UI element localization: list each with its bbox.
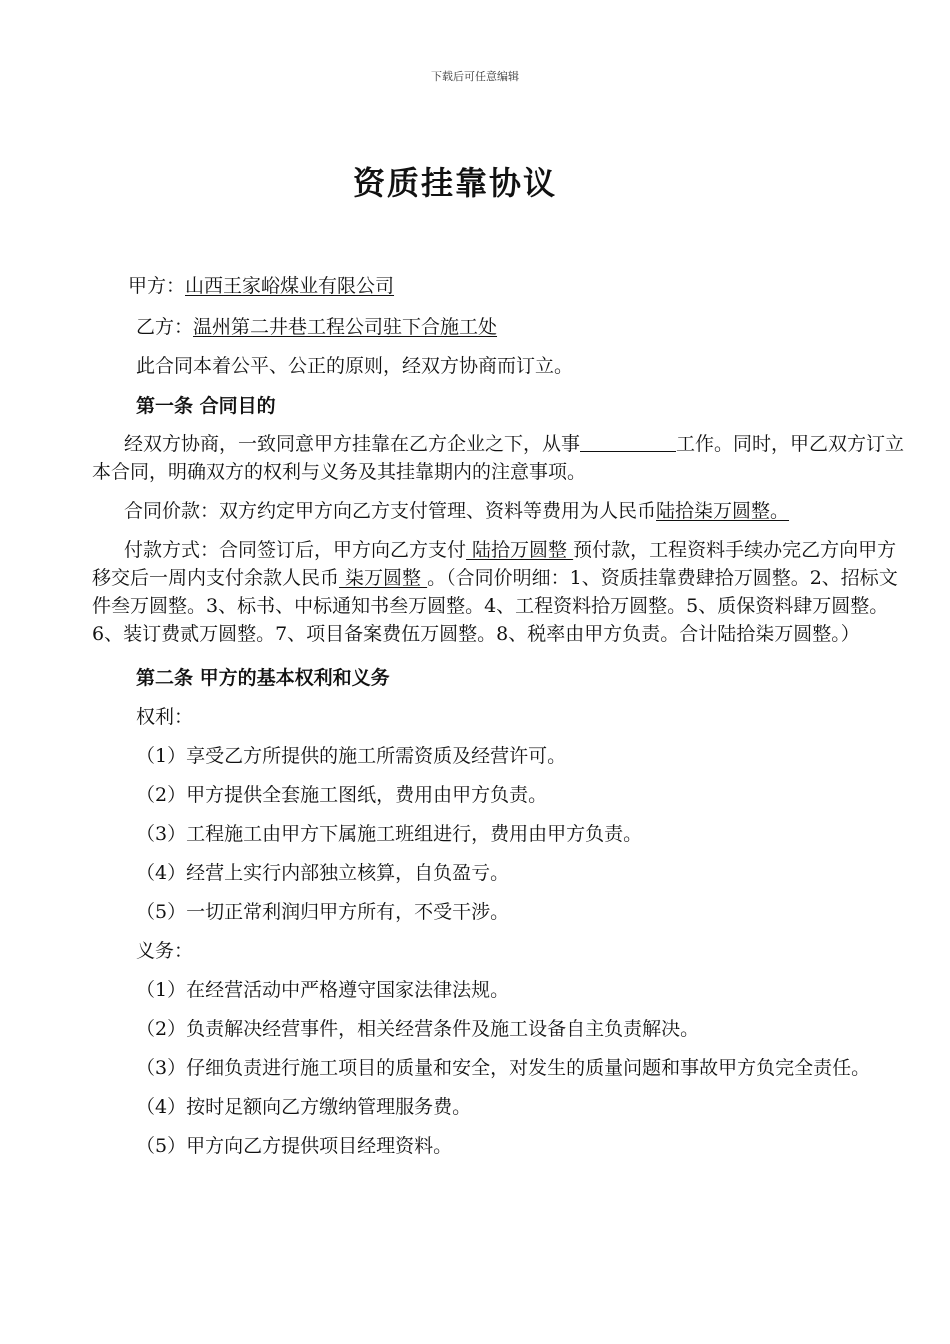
duties-item: （5）甲方向乙方提供项目经理资料。 [136,1135,453,1157]
article2-heading: 第二条 甲方的基本权利和义务 [136,667,390,689]
rights-item: （3）工程施工由甲方下属施工班组进行，费用由甲方负责。 [136,823,643,845]
balance-amount: 柒万圆整 [339,567,428,589]
duties-item: （2）负责解决经营事件，相关经营条件及施工设备自主负责解决。 [136,1018,700,1040]
rights-item: （5）一切正常利润归甲方所有，不受干涉。 [136,901,510,923]
article1-price: 合同价款：双方约定甲方向乙方支付管理、资料等费用为人民币陆拾柒万圆整。 [124,500,790,522]
rights-item: （2）甲方提供全套施工图纸，费用由甲方负责。 [136,784,548,806]
price-amount: 陆拾柒万圆整。 [656,500,790,522]
article1-payment: 付款方式：合同签订后，甲方向乙方支付 陆拾万圆整 预付款，工程资料手续办完乙方向甲方移交后一周内支付余款人民币 柒万圆整 。（合同价明细：1、资质挂靠费肆拾万圆整。2、招标文件叁万圆整。3、标书、中标通知书叁万圆整。4、工程资料拾万圆整。5、质保资料肆万圆整。6、装订费贰万圆整。7、项目备案费伍万圆整。8、税率由甲方负责。合计陆拾柒万圆整。） [92,539,898,645]
duties-item: （3）仔细负责进行施工项目的质量和安全，对发生的质量问题和事故甲方负完全责任。 [136,1057,871,1079]
rights-item: （1）享受乙方所提供的施工所需资质及经营许可。 [136,745,567,767]
prepayment-amount: 陆拾万圆整 [466,539,574,561]
header-note: 下载后可任意编辑 [431,70,519,83]
party-a-label: 甲方： [128,275,186,297]
work-blank [580,431,676,452]
duties-item: （1）在经营活动中严格遵守国家法律法规。 [136,979,510,1001]
document-title: 资质挂靠协议 [352,164,557,202]
rights-label: 权利： [136,706,194,728]
party-b-name: 温州第二井巷工程公司驻下合施工处 [193,316,498,338]
rights-item: （4）经营上实行内部独立核算，自负盈亏。 [136,862,510,884]
document-body [92,272,912,1171]
party-b-label: 乙方： [136,316,194,338]
intro-line: 此合同本着公平、公正的原则，经双方协商而订立。 [136,355,574,377]
duties-item: （4）按时足额向乙方缴纳管理服务费。 [136,1096,472,1118]
party-b-line [92,313,912,352]
party-a-line [92,272,912,313]
party-a-name: 山西王家峪煤业有限公司 [185,275,395,297]
article1-purpose: 经双方协商，一致同意甲方挂靠在乙方企业之下，从事 工作。同时，甲乙双方订立本合同，明确双方的权利与义务及其挂靠期内的注意事项。 [92,433,905,483]
duties-label: 义务： [136,940,194,962]
article1-heading: 第一条 合同目的 [136,395,276,417]
